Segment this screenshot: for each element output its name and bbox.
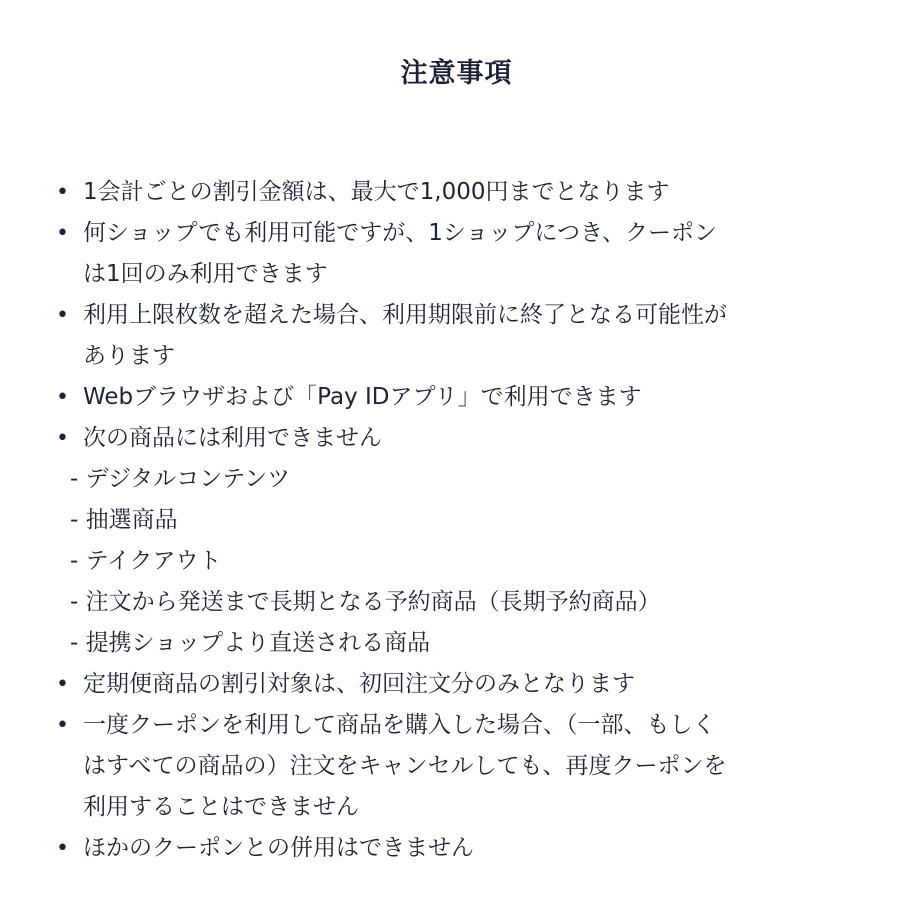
excluded-item: - 注文から発送まで長期となる予約商品（長期予約商品） [70,589,661,615]
note-item [54,213,854,295]
bullet-icon: • [56,180,69,205]
excluded-item: - テイクアウト [70,548,222,574]
bullet-icon: • [56,672,69,697]
note-text: 利用上限枚数を超えた場合、利用期限前に終了となる可能性が [83,302,727,328]
note-text: は1回のみ利用できます [83,261,328,287]
bullet-icon: • [56,426,69,451]
note-text: はすべての商品の）注文をキャンセルしても、再度クーポンを [83,753,727,779]
note-item [54,828,854,869]
page-title: 注意事項 [400,58,513,90]
note-text: 定期便商品の割引対象は、初回注文分のみとなります [83,671,635,697]
note-text: ほかのクーポンとの併用はできません [83,835,474,861]
note-text: Webブラウザおよび「Pay IDアプリ」で利用できます [83,384,642,410]
bullet-icon: • [56,385,69,410]
bullet-icon: • [56,303,69,328]
bullet-icon: • [56,221,69,246]
note-text: 次の商品には利用できません [83,425,382,451]
note-text: 1会計ごとの割引金額は、最大で1,000円までとなります [83,179,670,205]
excluded-item: - 提携ショップより直送される商品 [70,630,431,656]
excluded-item: - 抽選商品 [70,507,178,533]
note-item [54,664,854,705]
note-item [54,705,854,828]
notes-list [54,172,854,869]
note-text: あります [83,343,175,369]
note-item [54,172,854,213]
excluded-item: - デジタルコンテンツ [70,466,291,492]
note-item [54,418,854,459]
note-text: 何ショップでも利用可能ですが、1ショップにつき、クーポン [83,220,718,246]
note-item [54,295,854,377]
note-text: 一度クーポンを利用して商品を購入した場合、（一部、もしく [83,712,716,738]
note-item [54,377,854,418]
bullet-icon: • [56,713,69,738]
bullet-icon: • [56,836,69,861]
note-text: 利用することはできません [83,794,359,820]
